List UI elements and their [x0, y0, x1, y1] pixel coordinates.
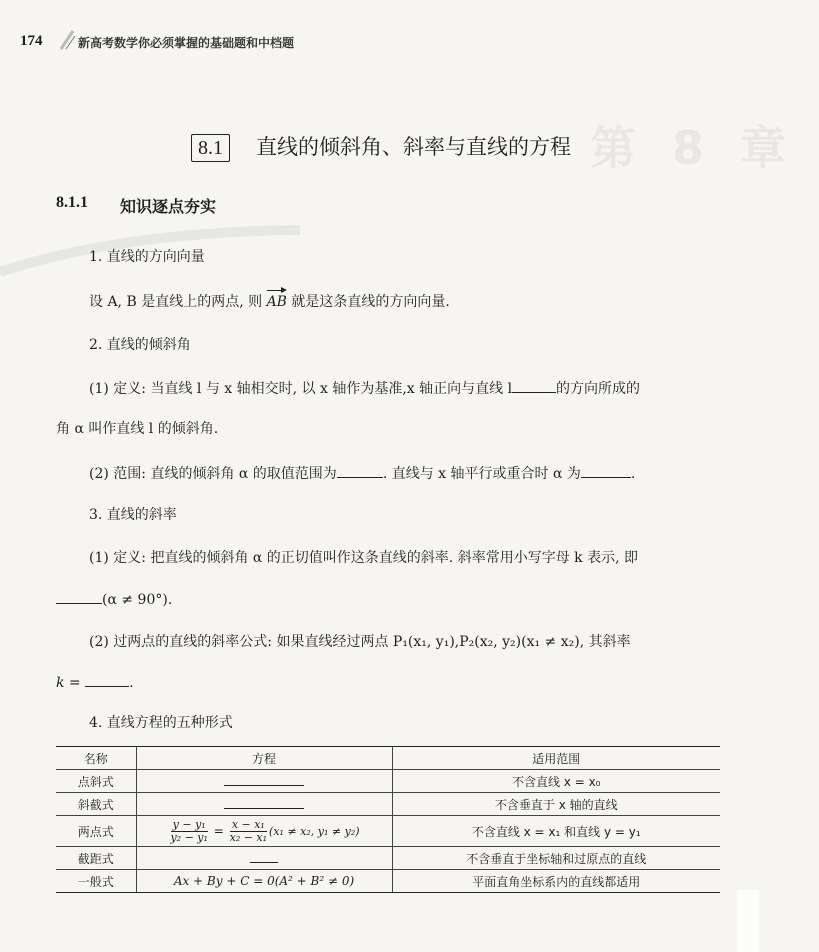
row-name: 一般式 — [56, 870, 136, 893]
item3-def-a: (1) 定义: 把直线的倾斜角 α 的正切值叫作这条直线的斜率. 斜率常用小写字母 k 表示, 即 — [89, 550, 638, 566]
header-scope: 适用范围 — [392, 747, 720, 770]
equals-sign: = — [209, 823, 228, 838]
item2-range-c: . — [630, 466, 636, 482]
blank-intercept — [250, 850, 278, 863]
table-row — [56, 770, 720, 793]
item2-definition — [89, 378, 640, 399]
fraction-x-numerator: x − x₁ — [231, 817, 265, 831]
item3-def-b: (α ≠ 90°). — [102, 592, 173, 608]
blank-zero-angle — [581, 463, 631, 478]
header-name: 名称 — [56, 747, 136, 770]
item2-range-a: (2) 范围: 直线的倾斜角 α 的取值范围为 — [89, 466, 337, 482]
line-forms-table — [56, 746, 720, 893]
item3-formula-line2 — [56, 672, 134, 693]
row-equation — [136, 770, 392, 793]
row-equation: Ax + By + C = 0(A² + B² ≠ 0) — [136, 870, 392, 893]
section-title: 直线的倾斜角、斜率与直线的方程 — [256, 135, 571, 159]
section-number: 8.1 — [191, 134, 230, 162]
item3-heading: 3. 直线的斜率 — [89, 507, 177, 523]
two-point-condition: (x₁ ≠ x₂, y₁ ≠ y₂) — [269, 824, 360, 838]
item2-heading: 2. 直线的倾斜角 — [89, 337, 191, 353]
row-name: 点斜式 — [56, 770, 136, 793]
fraction-y-numerator: y − y₁ — [172, 817, 206, 831]
item1-text-a: 设 A, B 是直线上的两点, 则 — [89, 294, 267, 310]
row-scope: 不含垂直于坐标轴和过原点的直线 — [392, 847, 720, 870]
row-scope: 不含直线 x = x₀ — [392, 770, 720, 793]
header-equation: 方程 — [136, 747, 392, 770]
table-header-row — [56, 747, 720, 770]
table-row — [56, 816, 720, 847]
subsection-number: 8.1.1 — [56, 194, 88, 211]
table-row — [56, 847, 720, 870]
fraction-x-denominator: x₂ − x₁ — [229, 830, 268, 844]
row-name: 两点式 — [56, 816, 136, 847]
row-scope: 平面直角坐标系内的直线都适用 — [392, 870, 720, 893]
item3-formula-c: . — [129, 675, 134, 691]
item1-text — [89, 292, 450, 312]
page-number: 174 — [20, 33, 43, 49]
item4-heading: 4. 直线方程的五种形式 — [89, 715, 233, 731]
item3-formula-b: k = — [56, 675, 86, 691]
scan-glare-decoration — [719, 890, 779, 952]
blank-slope-intercept — [224, 796, 304, 809]
row-equation — [136, 847, 392, 870]
row-name: 截距式 — [56, 847, 136, 870]
row-name: 斜截式 — [56, 793, 136, 816]
subsection-title: 知识逐点夯实 — [120, 197, 217, 216]
chapter-watermark: 第 8 章 — [590, 121, 797, 175]
row-equation — [136, 793, 392, 816]
item2-def-a: (1) 定义: 当直线 l 与 x 轴相交时, 以 x 轴作为基准,x 轴正向与直线 l — [89, 381, 513, 397]
item2-range-b: . 直线与 x 轴平行或重合时 α 为 — [382, 466, 581, 482]
item3-formula-a: (2) 过两点的直线的斜率公式: 如果直线经过两点 P₁(x₁, y₁),P₂(x₂, y₂)(x₁ ≠ x₂), 其斜率 — [89, 634, 631, 650]
table-row — [56, 793, 720, 816]
blank-slope — [56, 589, 102, 604]
row-scope: 不含垂直于 x 轴的直线 — [392, 793, 720, 816]
blank-slope-formula — [85, 672, 129, 687]
item1-text-b: 就是这条直线的方向向量. — [286, 294, 450, 310]
table-row — [56, 870, 720, 893]
slash-decoration-icon — [58, 28, 76, 50]
item2-range — [89, 463, 635, 484]
item3-def-line2 — [56, 589, 172, 610]
item2-def-c: 角 α 叫作直线 l 的倾斜角. — [56, 421, 219, 437]
fraction-x — [228, 819, 269, 844]
blank-point-slope — [224, 773, 304, 786]
item1-heading: 1. 直线的方向向量 — [89, 249, 205, 265]
fraction-y — [168, 819, 209, 844]
fraction-y-denominator: y₂ − y₁ — [170, 830, 208, 844]
item2-def-b: 的方向所成的 — [556, 381, 641, 397]
blank-range — [337, 463, 383, 478]
row-scope: 不含直线 x = x₁ 和直线 y = y₁ — [392, 816, 720, 847]
row-equation — [136, 816, 392, 847]
running-title: 新高考数学你必须掌握的基础题和中档题 — [78, 36, 295, 50]
blank-direction — [512, 378, 556, 393]
vector-ab: AB — [266, 294, 287, 310]
